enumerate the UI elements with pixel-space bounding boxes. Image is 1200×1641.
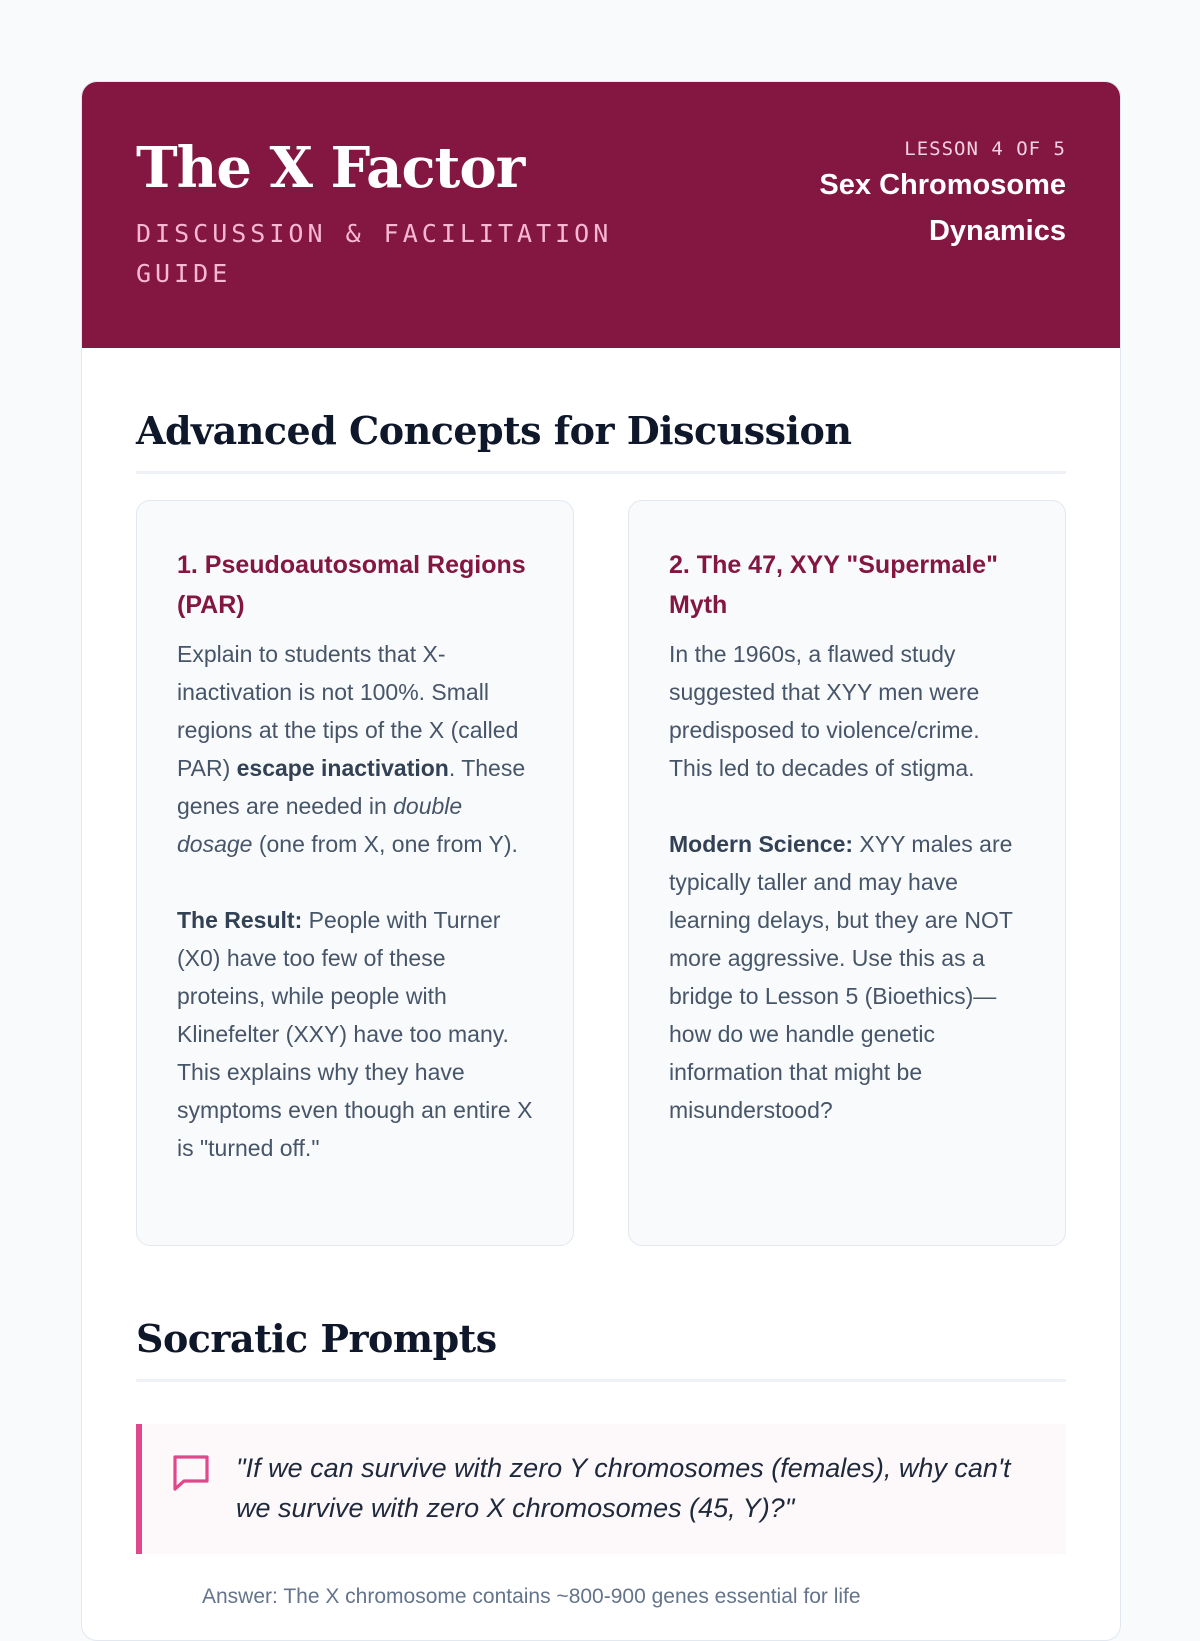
card-paragraph	[177, 901, 533, 1167]
card-body	[177, 635, 533, 1167]
bold-label: Modern Science:	[669, 831, 854, 857]
bold-text: escape inactivation	[236, 755, 449, 781]
concept-card-par	[136, 500, 574, 1246]
card-body	[669, 635, 1025, 1129]
section-title-concepts: Advanced Concepts for Discussion	[136, 408, 1066, 474]
card-title: 2. The 47, XYY "Supermale" Myth	[669, 551, 998, 619]
lesson-block	[776, 134, 1066, 254]
text-run: XYY males are typically taller and may have learning delays, but they are NOT more aggressive. Use this as a bridge to Lesson 5 (Bioethics)—how do we handle genetic information that might be misunderstood?	[669, 831, 1013, 1123]
card-paragraph	[669, 825, 1025, 1129]
prompt-answer: Answer: The X chromosome contains ~800-900 genes essential for life	[202, 1585, 861, 1608]
lesson-number: LESSON 4 OF 5	[904, 138, 1066, 160]
card-paragraph: In the 1960s, a flawed study suggested that XYY men were predisposed to violence/crime. This led to decades of stigma.	[669, 641, 980, 781]
italic-text: double dosage	[177, 793, 463, 857]
text-run: Explain to students that X-inactivation is not 100%. Small regions at the tips of the X (called PAR)	[177, 641, 519, 781]
text-run: People with Turner (X0) have too few of these proteins, while people with Klinefelter (XXY) have too many. This explains why they have symptoms even though an entire X is "turned off."	[177, 907, 533, 1161]
section-title-prompts: Socratic Prompts	[136, 1316, 1066, 1382]
title-block	[136, 134, 656, 294]
bold-label: The Result:	[177, 907, 303, 933]
main-content	[82, 408, 1120, 1612]
text-run: (one from X, one from Y).	[252, 831, 518, 857]
page-title: The X Factor	[136, 135, 525, 201]
card-title: 1. Pseudoautosomal Regions (PAR)	[177, 551, 526, 619]
page-subtitle: DISCUSSION & FACILITATION GUIDE	[136, 219, 613, 288]
guide-page	[81, 81, 1121, 1641]
speech-bubble-icon	[170, 1452, 212, 1494]
lesson-name: Sex Chromosome Dynamics	[819, 169, 1066, 247]
concept-cards	[136, 500, 1066, 1246]
header-banner	[82, 82, 1120, 348]
text-run: . These genes are needed in	[177, 755, 526, 819]
card-paragraph	[177, 635, 533, 863]
socratic-prompt	[136, 1424, 1066, 1554]
prompt-question: "If we can survive with zero Y chromosomes (females), why can't we survive with zero X chromosomes (45, Y)?"	[236, 1453, 1011, 1523]
concept-card-xyy	[628, 500, 1066, 1246]
